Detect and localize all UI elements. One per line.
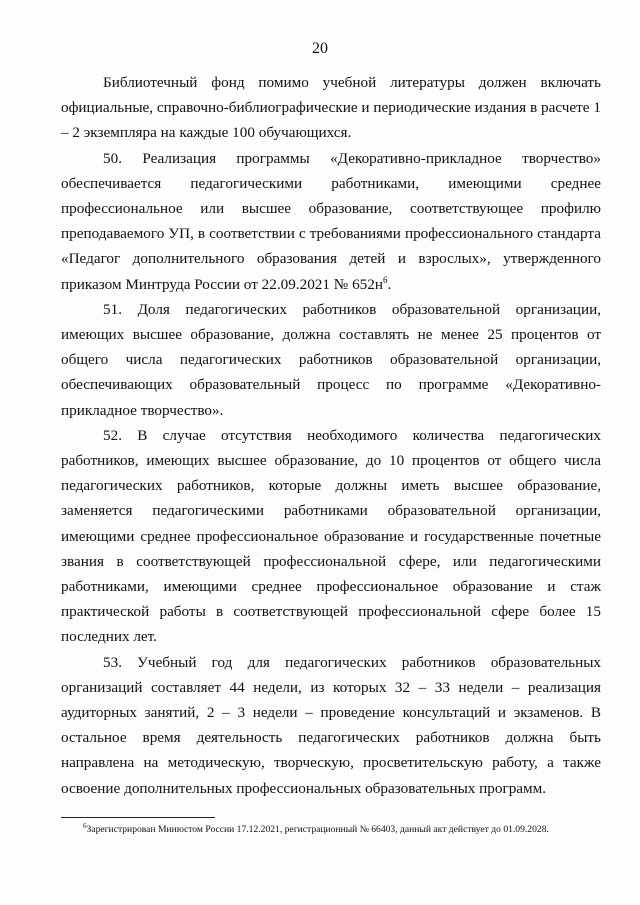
paragraph-51	[61, 297, 601, 423]
paragraph-text: 51. Доля педагогических работников образовательной организации, имеющих высшее образование, должна составлять не менее 25 процентов от общего числа педагогических работников образовательной организации, обеспечивающих образовательный процесс по программе «Декоративно-прикладное творчество».	[61, 300, 601, 419]
footnote-marker: 6	[83, 821, 87, 830]
page-number: 20	[312, 40, 328, 57]
paragraph-53	[61, 650, 601, 801]
footnote	[61, 823, 601, 836]
document-body	[61, 70, 601, 801]
paragraph-50	[61, 146, 601, 297]
paragraph-text: Библиотечный фонд помимо учебной литературы должен включать официальные, справочно-библиографические и периодические издания в расчете 1 – 2 экземпляра на каждые 100 обучающихся.	[61, 74, 601, 142]
paragraph-text: 52. В случае отсутствия необходимого количества педагогических работников, имеющих высшее образование, до 10 процентов от общего числа педагогических работников, которые должны иметь высшее образование, заменяется педагогическими работниками образовательной организации, имеющими среднее профессиональное образование и государственные почетные звания в соответствующей профессиональной сфере, или педагогическими работниками, имеющими среднее профессиональное образование и стаж практической работы в соответствующей профессиональной сфере более 15 последних лет.	[61, 426, 601, 646]
paragraph-52	[61, 423, 601, 650]
paragraph-text-end: .	[387, 275, 392, 293]
paragraph-library-fund	[61, 70, 601, 146]
footnote-reference: 6	[382, 274, 388, 285]
paragraph-text: 53. Учебный год для педагогических работников образовательных организаций составляет 44 недели, из которых 32 – 33 недели – реализация аудиторных занятий, 2 – 3 недели – проведение консультаций и экзаменов. В остальное время деятельность педагогических работников должна быть направлена на методическую, творческую, просветительскую работу, а также освоение дополнительных профессиональных образовательных программ.	[61, 653, 601, 797]
paragraph-text: 50. Реализация программы «Декоративно-прикладное творчество» обеспечивается педагогическими работниками, имеющими среднее профессиональное или высшее образование, соответствующее профилю преподаваемого УП, в соответствии с требованиями профессионального стандарта «Педагог дополнительного образования детей и взрослых», утвержденного приказом Минтруда России от 22.09.2021 № 652н	[61, 149, 601, 293]
footnote-divider	[61, 817, 215, 818]
footnote-text: Зарегистрирован Минюстом России 17.12.2021, регистрационный № 66403, данный акт действует до 01.09.2028.	[86, 824, 549, 835]
